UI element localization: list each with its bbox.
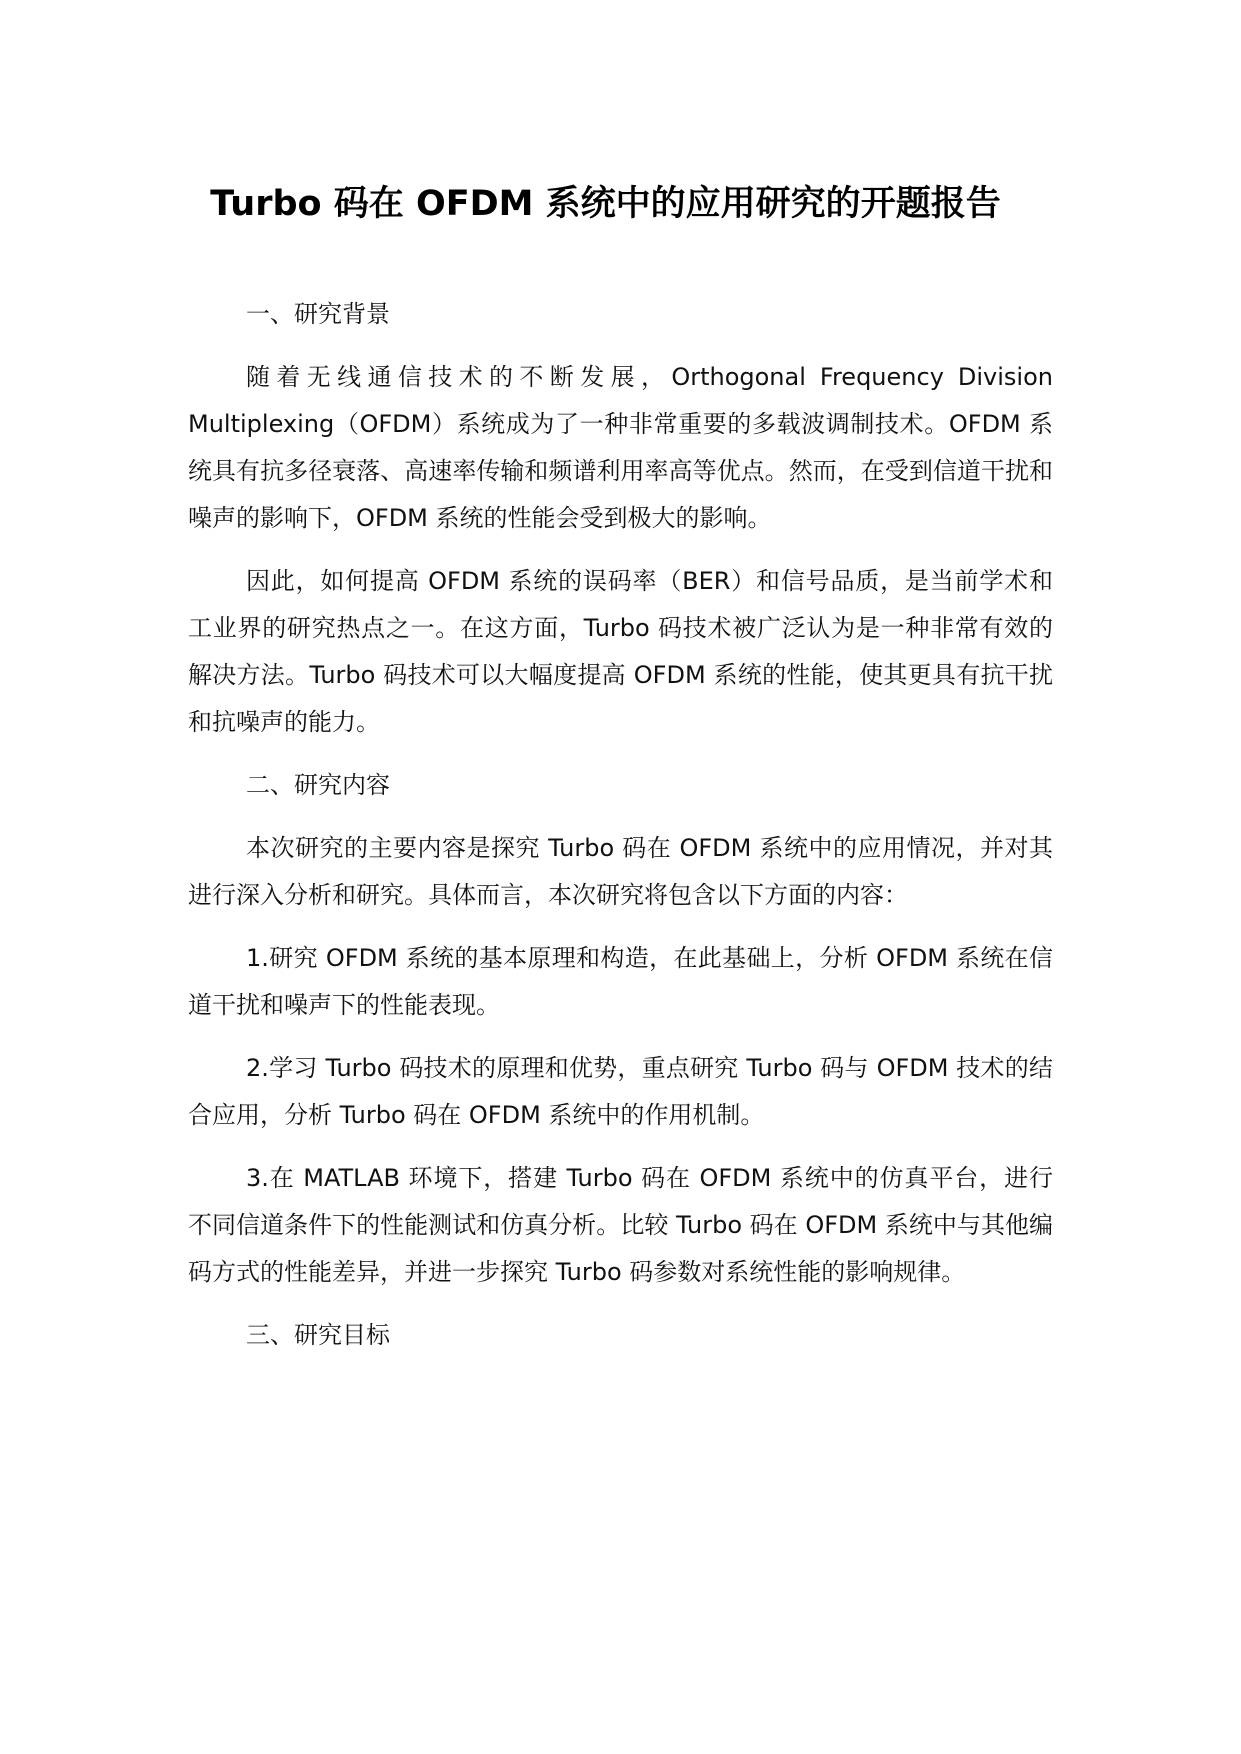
section-heading-background: 一、研究背景 bbox=[246, 300, 390, 328]
list-item-paragraph: 2.学习 Turbo 码技术的原理和优势，重点研究 Turbo 码与 OFDM 技术的结合应用，分析 Turbo 码在 OFDM 系统中的作用机制。 bbox=[188, 1054, 1053, 1129]
paragraph: 因此，如何提高 OFDM 系统的误码率（BER）和信号品质，是当前学术和工业界的研究热点之一。在这方面，Turbo 码技术被广泛认为是一种非常有效的解决方法。Turbo 码技术可以大幅度提高 OFDM 系统的性能，使其更具有抗干扰和抗噪声的能力。 bbox=[188, 567, 1053, 736]
document-body bbox=[188, 291, 1053, 1375]
list-item-paragraph: 1.研究 OFDM 系统的基本原理和构造，在此基础上，分析 OFDM 系统在信道干扰和噪声下的性能表现。 bbox=[188, 944, 1053, 1019]
section-heading-content: 二、研究内容 bbox=[246, 771, 390, 799]
section-heading-goals: 三、研究目标 bbox=[246, 1321, 390, 1349]
paragraph: 随着无线通信技术的不断发展，Orthogonal Frequency Division Multiplexing（OFDM）系统成为了一种非常重要的多载波调制技术。OFDM 系统具有抗多径衰落、高速率传输和频谱利用率高等优点。然而，在受到信道干扰和噪声的影响下，OFDM 系统的性能会受到极大的影响。 bbox=[188, 363, 1053, 532]
paragraph: 本次研究的主要内容是探究 Turbo 码在 OFDM 系统中的应用情况，并对其进行深入分析和研究。具体而言，本次研究将包含以下方面的内容： bbox=[188, 834, 1053, 909]
document-title: Turbo 码在 OFDM 系统中的应用研究的开题报告 bbox=[210, 184, 1001, 224]
list-item-paragraph: 3.在 MATLAB 环境下，搭建 Turbo 码在 OFDM 系统中的仿真平台，进行不同信道条件下的性能测试和仿真分析。比较 Turbo 码在 OFDM 系统中与其他编码方式的性能差异，并进一步探究 Turbo 码参数对系统性能的影响规律。 bbox=[188, 1164, 1053, 1286]
